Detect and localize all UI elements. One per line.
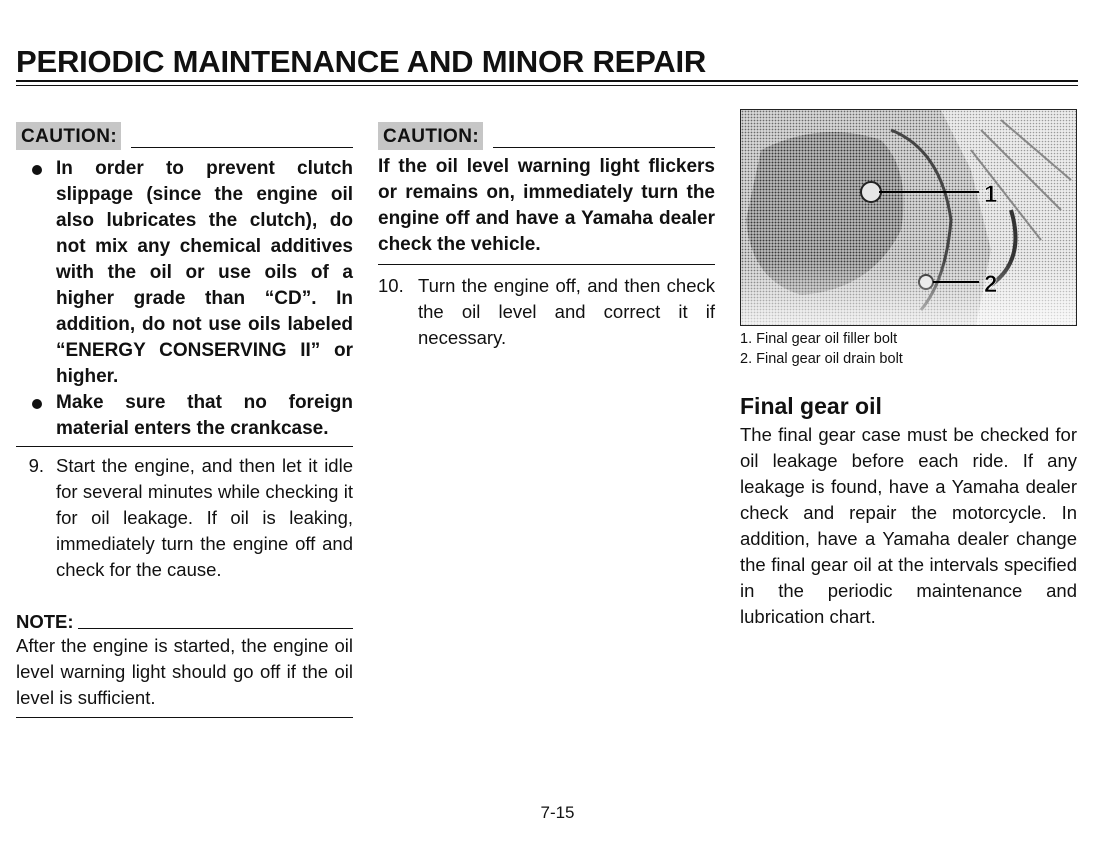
caution-bullet-item — [16, 390, 353, 442]
caption-item: 1. Final gear oil filler bolt — [740, 331, 898, 347]
note-rule — [78, 628, 353, 629]
caution-bullet-text: Make sure that no foreign material enters the crankcase. — [56, 392, 353, 439]
callout-1-label: 1 — [984, 181, 998, 208]
step-9 — [16, 453, 353, 583]
step-10 — [378, 273, 715, 351]
caution-label: CAUTION: — [16, 122, 121, 150]
caution-text: If the oil level warning light flickers or remains on, immediately turn the engine off and have a Yamaha dealer check the vehicle. — [378, 150, 715, 265]
photo-fade — [741, 260, 1076, 325]
section-body: The final gear case must be checked for oil leakage before each ride. If any leakage is found, have a Yamaha dealer check and repair the motorcycle. In addition, have a Yamaha dealer change the final gear oil at the intervals specified in the periodic maintenance and lubrication chart. — [740, 424, 1077, 627]
caution-bullet-item — [16, 156, 353, 390]
page-number: 7-15 — [540, 803, 575, 822]
header-rule-thick — [16, 80, 1078, 82]
final-gear-illustration — [741, 110, 1076, 325]
bullet-icon — [32, 399, 42, 409]
middle-column — [378, 118, 715, 351]
caution-rule — [493, 147, 715, 148]
figure-captions — [740, 329, 1077, 369]
note-header — [16, 611, 353, 633]
step-text: Start the engine, and then let it idle for several minutes while checking it for oil leakage. If oil is leaking, immediately turn the engine off and check for the cause. — [56, 455, 353, 580]
step-text: Turn the engine off, and then check the oil level and correct it if necessary. — [418, 275, 715, 348]
caution-rule — [131, 147, 353, 148]
caution-header — [378, 118, 715, 150]
header-rule-thin — [16, 85, 1078, 86]
caption-item: 2. Final gear oil drain bolt — [740, 351, 903, 367]
left-column — [16, 118, 353, 718]
filler-bolt-icon — [861, 182, 881, 202]
caution-header — [16, 118, 353, 150]
step-number: 10. — [378, 275, 404, 296]
caution-bullet-text: In order to prevent clutch slippage (since the engine oil also lubricates the clutch), do not mix any chemical additives with the oil or use oils of a higher grade than “CD”. In addition, do not use oils labeled “ENERGY CONSERVING II” or higher. — [56, 158, 353, 387]
bullet-icon — [32, 165, 42, 175]
section-title: Final gear oil — [740, 393, 882, 419]
step-number: 9. — [28, 455, 44, 476]
caution-block — [16, 156, 353, 447]
note-text: After the engine is started, the engine oil level warning light should go off if the oil level is sufficient. — [16, 633, 353, 718]
callout-2-label: 2 — [984, 271, 998, 298]
page-title: PERIODIC MAINTENANCE AND MINOR REPAIR — [16, 44, 707, 79]
final-gear-photo — [740, 109, 1077, 326]
caution-label: CAUTION: — [378, 122, 483, 150]
note-label: NOTE: — [16, 611, 74, 632]
caution-bullet-list — [16, 156, 353, 442]
